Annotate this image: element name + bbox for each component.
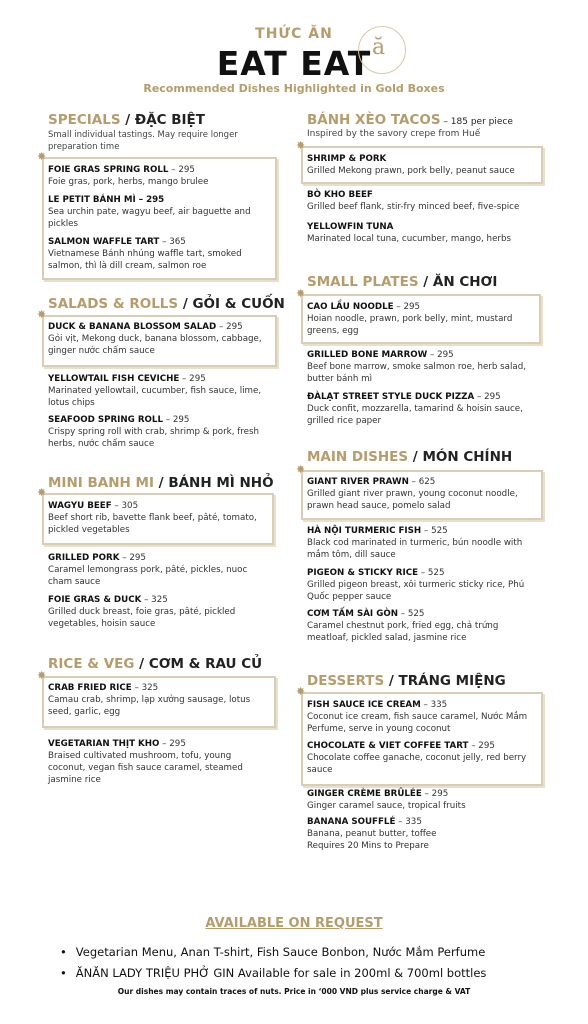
star-icon: ✸ [296, 463, 306, 476]
menu-item: SEAFOOD SPRING ROLL – 295 Crispy spring roll with crab, shrimp & pork, fresh herbs, nước chấm sauce [48, 415, 260, 449]
menu-item: YELLOWFIN TUNA Marinated local tuna, cucumber, mango, herbs [307, 222, 512, 244]
section-title-main-dishes: MAIN DISHES / MÓN CHÍNH [307, 449, 513, 465]
menu-item: WAGYU BEEF – 305 Beef short rib, bavette flank beef, pâté, tomato, pickled vegetables [48, 501, 257, 535]
section-title-desserts: DESSERTS / TRÁNG MIỆNG [307, 673, 506, 689]
star-icon: ✸ [37, 486, 47, 499]
menu-item: FISH SAUCE ICE CREAM – 335 Coconut ice cream, fish sauce caramel, Nước Mắm Perfume, serve in young coconut [307, 700, 528, 734]
menu-item: LE PETIT BÁNH MÌ – 295 Sea urchin pate, wagyu beef, air baguette and pickles [48, 195, 251, 229]
menu-item: CRAB FRIED RICE – 325 Camau crab, shrimp, lạp xưởng sausage, lotus seed, garlic, egg [48, 683, 251, 717]
menu-item: GIANT RIVER PRAWN – 625 Grilled giant river prawn, young coconut noodle, prawn head sauce, pomelo salad [307, 477, 518, 511]
star-icon: ✸ [296, 685, 306, 698]
menu-item: CHOCOLATE & VIET COFFEE TART – 295 Chocolate coffee ganache, coconut jelly, red berry sauce [307, 741, 527, 775]
menu-item: DUCK & BANANA BLOSSOM SALAD – 295 Gỏi vịt, Mekong duck, banana blossom, cabbage, ginger nước chấm sauce [48, 322, 262, 356]
star-icon: ✸ [37, 308, 47, 321]
specials-note: Small individual tastings. May require longer preparation time [48, 130, 238, 152]
menu-subtitle: Recommended Dishes Highlighted in Gold Boxes [143, 82, 445, 95]
star-icon: ✸ [37, 669, 47, 682]
menu-item: HÀ NỘI TURMERIC FISH – 525 Black cod marinated in turmeric, bún noodle with mắm tôm, dill sauce [307, 526, 523, 560]
menu-item: VEGETARIAN THỊT KHO – 295 Braised cultivated mushroom, tofu, young coconut, vegan fish sauce caramel, steamed jasmine rice [48, 739, 243, 785]
request-list [60, 942, 560, 984]
menu-item: ĐÀLẠT STREET STYLE DUCK PIZZA – 295 Duck confit, mozzarella, tamarind & hoisin sauce, grilled rice paper [307, 392, 523, 426]
menu-item: PIGEON & STICKY RICE – 525 Grilled pigeon breast, xôi turmeric sticky rice, Phú Quốc pepper sauce [307, 568, 525, 602]
menu-item: FOIE GRAS & DUCK – 325 Grilled duck breast, foie gras, pâté, pickled vegetables, hoisin sauce [48, 595, 236, 629]
menu-item: CAO LẦU NOODLE – 295 Hoian noodle, prawn, pork belly, mint, mustard greens, egg [307, 302, 513, 336]
star-icon: ✸ [296, 287, 306, 300]
section-title-small-plates: SMALL PLATES / ĂN CHƠI [307, 274, 498, 290]
section-title-salads: SALADS & ROLLS / GỎI & CUỐN [48, 296, 285, 312]
request-item: • ĂNĂN LADY TRIỆU PHỞ GIN Available for sale in 200ml & 700ml bottles [60, 963, 560, 984]
brand-logo [358, 26, 406, 74]
menu-item: CƠM TẤM SÀI GÒN – 525 Caramel chestnut pork, fried egg, chả trứng meatloaf, pickled salad, jasmine rice [307, 609, 499, 643]
menu-item: SALMON WAFFLE TART – 365 Vietnamese Bánh nhúng waffle tart, smoked salmon, thì là dill cream, salmon roe [48, 237, 242, 271]
section-title-banhmi: MINI BANH MI / BÁNH MÌ NHỎ [48, 475, 274, 491]
menu-item: FOIE GRAS SPRING ROLL – 295 Foie gras, pork, herbs, mango brulee [48, 165, 209, 187]
request-title: AVAILABLE ON REQUEST [205, 916, 383, 931]
menu-item: GRILLED PORK – 295 Caramel lemongrass pork, pâté, pickles, nuoc cham sauce [48, 553, 248, 587]
menu-kicker: THỨC ĂN [255, 26, 333, 42]
section-title-tacos: BÁNH XÈO TACOS – 185 per piece [307, 112, 513, 128]
menu-item: BANANA SOUFFLÉ – 335 Banana, peanut butter, toffee Requires 20 Mins to Prepare [307, 817, 437, 851]
menu-item: GRILLED BONE MARROW – 295 Beef bone marrow, smoke salmon roe, herb salad, butter bánh mì [307, 350, 527, 384]
section-title-specials: SPECIALS / ĐẶC BIỆT [48, 112, 205, 128]
menu-item: BÒ KHO BEEF Grilled beef flank, stir-fry minced beef, five-spice [307, 190, 520, 212]
menu-item: SHRIMP & PORK Grilled Mekong prawn, pork belly, peanut sauce [307, 154, 515, 176]
star-icon: ✸ [296, 139, 306, 152]
star-icon: ✸ [37, 150, 47, 163]
menu-item: GINGER CRÈME BRÛLÉE – 295 Ginger caramel sauce, tropical fruits [307, 789, 466, 811]
request-item: • Vegetarian Menu, Anan T-shirt, Fish Sauce Bonbon, Nước Mắm Perfume [60, 942, 560, 963]
section-title-rice: RICE & VEG / CƠM & RAU CỦ [48, 656, 263, 672]
menu-title: EAT EAT [216, 44, 372, 83]
menu-item: YELLOWTAIL FISH CEVICHE – 295 Marinated yellowtail, cucumber, fish sauce, lime, lotus chips [48, 374, 262, 408]
footnote: Our dishes may contain traces of nuts. Price in ‘000 VND plus service charge & VAT [117, 987, 471, 996]
tacos-note: Inspired by the savory crepe from Huế [307, 129, 481, 139]
logo-letter: ă [372, 35, 386, 60]
